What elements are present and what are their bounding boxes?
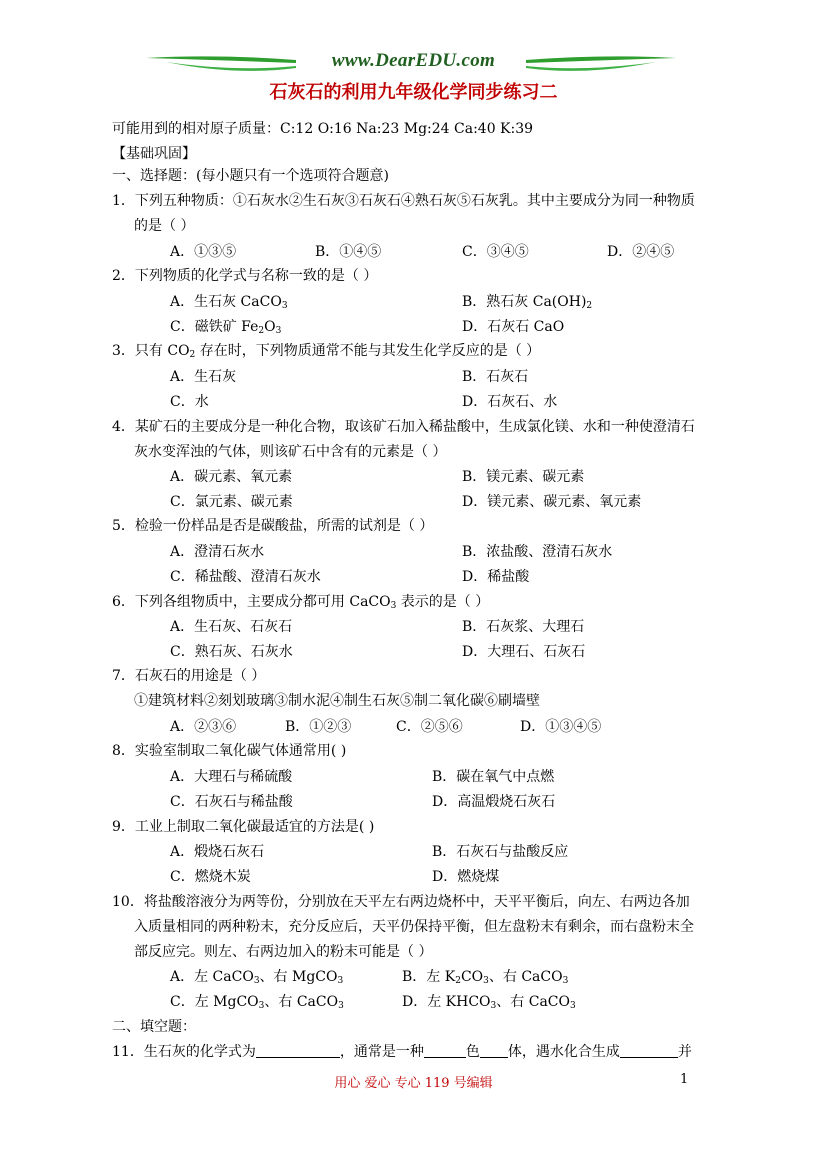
- blank-state[interactable]: [480, 1043, 508, 1058]
- q8-option-b: B．碳在氧气中点燃: [432, 769, 555, 785]
- q9-text: 9．工业上制取二氧化碳最适宜的方法是( ): [112, 819, 375, 835]
- q7-option-a: A．②③⑥: [170, 719, 237, 735]
- q7-text: 7．石灰石的用途是（ ）: [112, 668, 266, 684]
- q10-option-a: A．左 CaCO$_3$、右 MgCO$_3$: [170, 969, 344, 986]
- q7-list: ①建筑材料②刻划玻璃③制水泥④制生石灰⑤制二氧化碳⑥刷墙壁: [134, 693, 540, 709]
- blank-product[interactable]: [620, 1043, 678, 1058]
- atomic-masses: 可能用到的相对原子质量：C:12 O:16 Na:23 Mg:24 Ca:40 K:39: [112, 121, 534, 137]
- q3-option-b: B．石灰石: [462, 369, 529, 385]
- q10-text: 10．将盐酸溶液分为两等份，分别放在天平左右两边烧杯中，天平平衡后，向左、右两边各加: [112, 894, 690, 910]
- site-url[interactable]: www.DearEDU.com: [331, 50, 496, 71]
- footer-text: 用心 爱心 专心 119 号编辑: [334, 1076, 493, 1091]
- q1-option-a: A．①③⑤: [170, 244, 237, 260]
- q2-text: 2．下列物质的化学式与名称一致的是（ ）: [112, 268, 378, 284]
- q3-option-d: D．石灰石、水: [462, 394, 558, 410]
- q9-option-a: A．煅烧石灰石: [170, 844, 265, 860]
- q11-text: 11．生石灰的化学式为 ，通常是一种 色 体，遇水化合生成 并: [112, 1044, 692, 1060]
- blank-color[interactable]: [424, 1043, 466, 1058]
- q8-text: 8．实验室制取二氧化碳气体通常用( ): [112, 743, 347, 759]
- q5-option-b: B．浓盐酸、澄清石灰水: [462, 544, 613, 560]
- q9-option-d: D．燃烧煤: [432, 869, 500, 885]
- q4-option-b: B．镁元素、碳元素: [462, 469, 585, 485]
- q4-option-c: C．氯元素、碳元素: [170, 494, 293, 510]
- q4-option-d: D．镁元素、碳元素、氧元素: [462, 494, 642, 510]
- q1-text-cont: 的是（ ）: [134, 218, 195, 234]
- q9-option-c: C．燃烧木炭: [170, 869, 251, 885]
- q2-option-c: C．磁铁矿 $Fe_2O_3$: [170, 319, 282, 336]
- q5-option-a: A．澄清石灰水: [170, 544, 265, 560]
- q2-option-d: D．石灰石 CaO: [462, 319, 565, 335]
- q3-option-c: C．水: [170, 394, 209, 410]
- q6-option-c: C．熟石灰、石灰水: [170, 644, 293, 660]
- q6-option-a: A．生石灰、石灰石: [170, 619, 293, 635]
- q2-option-a: A．生石灰 CaCO$_3$: [170, 294, 288, 311]
- q3-text: 3．只有 $CO_2$ 存在时，下列物质通常不能与其发生化学反应的是（ ）: [112, 343, 541, 360]
- q6-text: 6．下列各组物质中，主要成分都可用 CaCO$_3$ 表示的是（ ）: [112, 594, 490, 611]
- q10-option-d: D．左 $KHCO_3$、右 CaCO$_3$: [402, 994, 576, 1011]
- q5-option-d: D．稀盐酸: [462, 569, 530, 585]
- q3-option-a: A．生石灰: [170, 369, 237, 385]
- q1-option-b: B．①④⑤: [315, 244, 382, 260]
- q10-option-b: B．左 $K_2CO_3$、右 CaCO$_3$: [402, 969, 569, 986]
- q10-text-cont1: 入质量相同的两种粉末，充分反应后，天平仍保持平衡，但左盘粉末有剩余，而右盘粉末全: [134, 919, 694, 935]
- q5-option-c: C．稀盐酸、澄清石灰水: [170, 569, 321, 585]
- q7-option-c: C．②⑤⑥: [396, 719, 463, 735]
- q2-option-b: B．熟石灰 $Ca(OH)_2$: [462, 294, 593, 311]
- q4-text: 4．某矿石的主要成分是一种化合物，取该矿石加入稀盐酸中，生成氯化镁、水和一种使澄清石: [112, 419, 695, 435]
- q8-option-c: C．石灰石与稀盐酸: [170, 794, 293, 810]
- q5-text: 5．检验一份样品是否是碳酸盐，所需的试剂是（ ）: [112, 518, 434, 534]
- q1-text: 1．下列五种物质：①石灰水②生石灰③石灰石④熟石灰⑤石灰乳。其中主要成分为同一种物质: [112, 193, 695, 209]
- page-title: 石灰石的利用九年级化学同步练习二: [269, 82, 558, 103]
- part2-heading: 二、填空题：: [112, 1019, 196, 1035]
- q4-option-a: A．碳元素、氧元素: [170, 469, 293, 485]
- section-basic: 【基础巩固】: [112, 146, 196, 162]
- q1-option-d: D．②④⑤: [607, 244, 675, 260]
- q8-option-d: D．高温煅烧石灰石: [432, 794, 556, 810]
- q8-option-a: A．大理石与稀硫酸: [170, 769, 293, 785]
- blank-formula[interactable]: [256, 1043, 340, 1058]
- q10-text-cont2: 部反应完。则左、右两边加入的粉末可能是（ ）: [134, 944, 433, 960]
- q1-option-c: C．③④⑤: [462, 244, 529, 260]
- q6-option-b: B．石灰浆、大理石: [462, 619, 585, 635]
- part1-heading: 一、选择题：(每小题只有一个选项符合题意): [112, 168, 389, 184]
- q7-option-d: D．①③④⑤: [520, 719, 602, 735]
- q9-option-b: B．石灰石与盐酸反应: [432, 844, 569, 860]
- q6-option-d: D．大理石、石灰石: [462, 644, 586, 660]
- page-number: 1: [680, 1072, 689, 1087]
- q4-text-cont: 灰水变浑浊的气体，则该矿石中含有的元素是（ ）: [134, 444, 447, 460]
- q10-option-c: C．左 MgCO$_3$、右 CaCO$_3$: [170, 994, 344, 1011]
- q7-option-b: B．①②③: [285, 719, 352, 735]
